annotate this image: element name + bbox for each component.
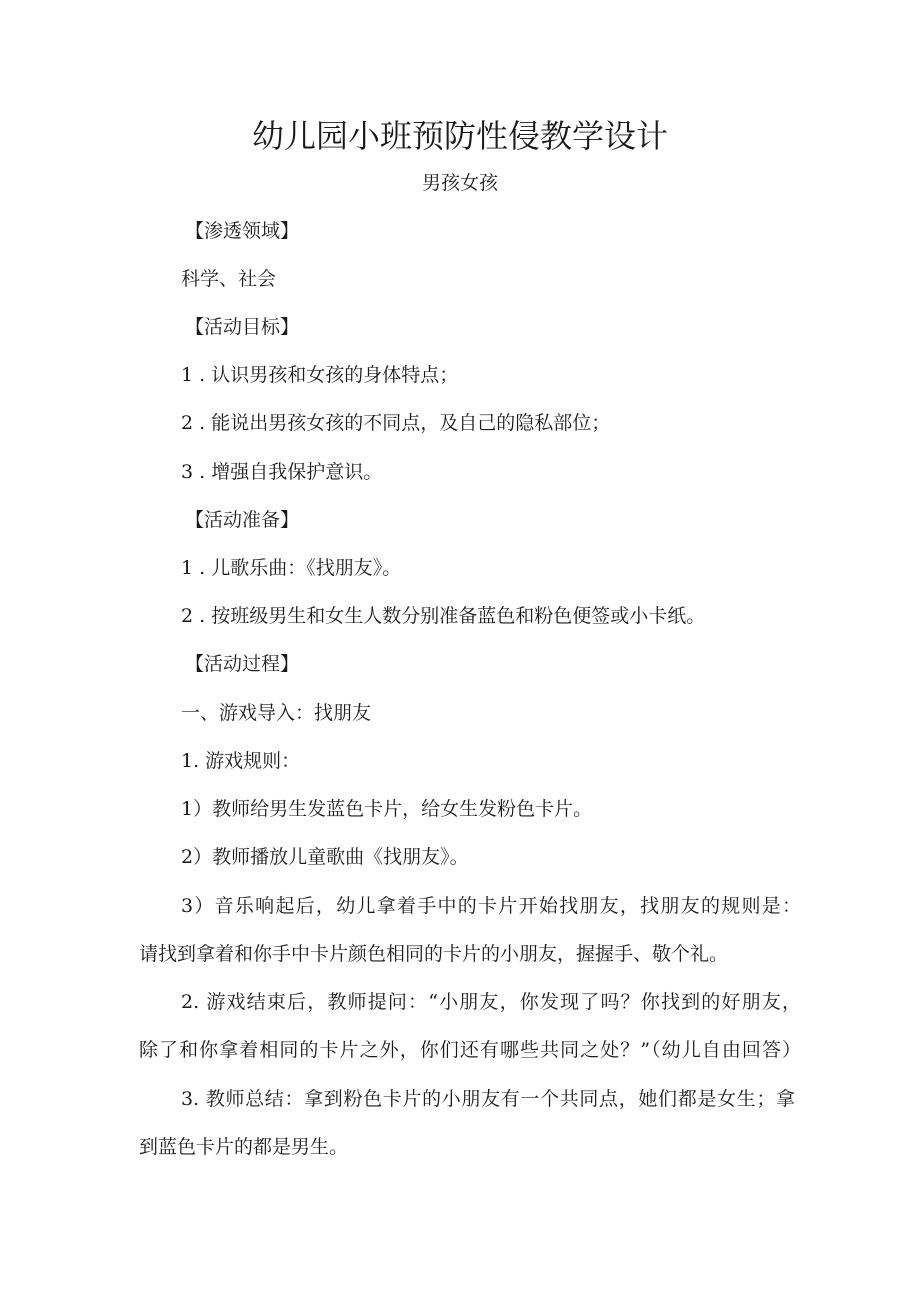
section-heading-domain: 【渗透领域】 xyxy=(185,220,300,242)
paragraph-domain: 科学、社会 xyxy=(181,268,277,290)
document-subtitle: 男孩女孩 xyxy=(421,172,498,194)
preparation-item-1: 1 . 儿歌乐曲：《找朋友》。 xyxy=(181,557,402,579)
section-heading-goals: 【活动目标】 xyxy=(185,316,300,338)
goal-item-3: 3 . 增强自我保护意识。 xyxy=(181,461,383,483)
teacher-summary-line-1: 3. 教师总结：拿到粉色卡片的小朋友有一个共同点，她们都是女生；拿 xyxy=(181,1088,795,1110)
game-rule-3-line-1: 3）音乐响起后，幼儿拿着手中的卡片开始找朋友，找朋友的规则是： xyxy=(181,895,801,917)
preparation-item-2: 2 . 按班级男生和女生人数分别准备蓝色和粉色便签或小卡纸。 xyxy=(181,605,706,627)
section-heading-process: 【活动过程】 xyxy=(185,653,300,675)
teacher-summary-line-2: 到蓝色卡片的都是男生。 xyxy=(139,1136,349,1158)
teacher-question-line-2: 除了和你拿着相同的卡片之外，你们还有哪些共同之处？”（幼儿自由回答） xyxy=(139,1039,801,1061)
game-rule-2: 2）教师播放儿童歌曲《找朋友》。 xyxy=(181,846,469,868)
teacher-question-line-1: 2. 游戏结束后，教师提问：“小朋友，你发现了吗？你找到的好朋友， xyxy=(181,991,801,1013)
section-heading-preparation: 【活动准备】 xyxy=(185,509,300,531)
game-rule-1: 1）教师给男生发蓝色卡片，给女生发粉色卡片。 xyxy=(181,798,593,820)
goal-item-1: 1 . 认识男孩和女孩的身体特点； xyxy=(181,364,459,386)
game-rules-heading: 1. 游戏规则： xyxy=(181,750,301,772)
goal-item-2: 2 . 能说出男孩女孩的不同点，及自己的隐私部位； xyxy=(181,412,611,434)
document-title: 幼儿园小班预防性侵教学设计 xyxy=(251,117,668,155)
process-step-heading: 一、游戏导入：找朋友 xyxy=(181,702,372,724)
game-rule-3-line-2: 请找到拿着和你手中卡片颜色相同的卡片的小朋友，握握手、敬个礼。 xyxy=(139,943,729,965)
